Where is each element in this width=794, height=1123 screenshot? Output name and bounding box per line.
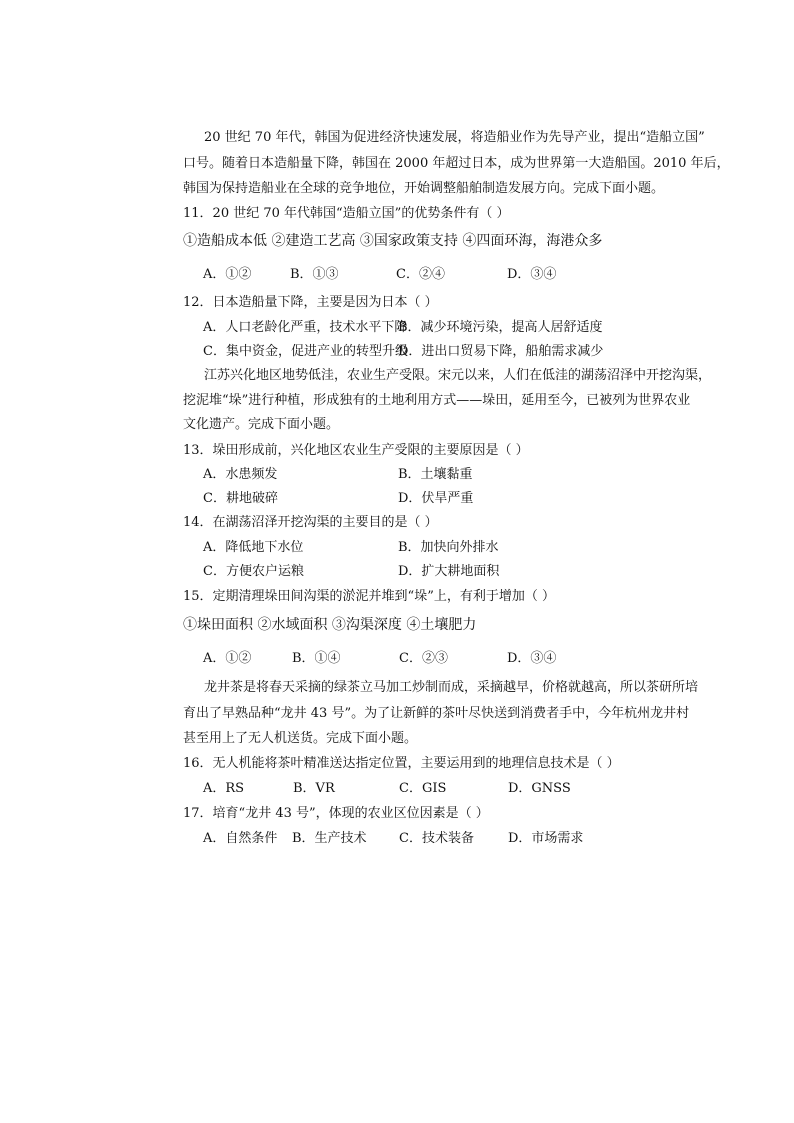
question-12-stem: 12．日本造船量下降，主要是因为日本（ ）: [183, 295, 438, 310]
passage-1-line-2: 口号。随着日本造船量下降，韩国在 2000 年超过日本，成为世界第一大造船国。2010 年后，: [183, 156, 730, 171]
option-a[interactable]: A．人口老龄化严重，技术水平下降: [203, 320, 408, 335]
option-c[interactable]: C．技术装备: [399, 831, 474, 846]
option-b[interactable]: B．加快向外排水: [398, 540, 499, 555]
option-d[interactable]: D．GNSS: [508, 781, 571, 796]
option-b[interactable]: B．VR: [293, 781, 335, 796]
option-a[interactable]: A．水患频发: [203, 467, 278, 482]
option-b[interactable]: B．①④: [292, 651, 341, 666]
passage-2-line-3: 文化遗产。完成下面小题。: [183, 417, 340, 432]
passage-3-line-2: 育出了早熟品种“龙井 43 号”。为了让新鲜的茶叶尽快送到消费者手中，今年杭州龙井村: [183, 706, 690, 721]
option-c[interactable]: C．耕地破碎: [203, 491, 278, 506]
option-b[interactable]: B．生产技术: [292, 831, 367, 846]
question-15-stem: 15．定期清理垛田间沟渠的淤泥并堆到“垛”上，有利于增加（ ）: [183, 589, 555, 604]
question-11-statements: ①造船成本低 ②建造工艺高 ③国家政策支持 ④四面环海，海港众多: [183, 233, 603, 249]
option-d[interactable]: D．市场需求: [508, 831, 584, 846]
passage-1-line-1: 20 世纪 70 年代，韩国为促进经济快速发展，将造船业作为先导产业，提出“造船立国”: [204, 130, 705, 145]
question-17-stem: 17．培育“龙井 43 号”，体现的农业区位因素是（ ）: [183, 806, 489, 821]
option-d[interactable]: D．③④: [507, 651, 557, 666]
question-15-statements: ①垛田面积 ②水域面积 ③沟渠深度 ④土壤肥力: [183, 617, 477, 633]
passage-2-line-2: 挖泥堆“垛”进行种植，形成独有的土地利用方式——垛田，延用至今，已被列为世界农业: [183, 393, 691, 408]
passage-1-line-3: 韩国为保持造船业在全球的竞争地位，开始调整船舶制造发展方向。完成下面小题。: [183, 181, 665, 196]
option-b[interactable]: B．土壤黏重: [398, 467, 473, 482]
question-16-stem: 16．无人机能将茶叶精准送达指定位置，主要运用到的地理信息技术是（ ）: [183, 756, 620, 771]
option-c[interactable]: C．②④: [396, 267, 445, 282]
option-c[interactable]: C．GIS: [399, 781, 447, 796]
passage-3-line-3: 甚至用上了无人机送货。完成下面小题。: [183, 731, 418, 746]
option-d[interactable]: D．③④: [507, 267, 557, 282]
option-a[interactable]: A．降低地下水位: [203, 540, 304, 555]
option-b[interactable]: B．①③: [290, 267, 339, 282]
passage-2-line-1: 江苏兴化地区地势低洼，农业生产受限。宋元以来，人们在低洼的湖荡沼泽中开挖沟渠，: [204, 368, 712, 383]
option-a[interactable]: A．①②: [203, 651, 252, 666]
option-a[interactable]: A．RS: [203, 781, 245, 796]
passage-3-line-1: 龙井茶是将春天采摘的绿茶立马加工炒制而成，采摘越早，价格就越高，所以茶研所培: [204, 680, 699, 695]
option-c[interactable]: C．集中资金，促进产业的转型升级: [203, 344, 408, 359]
option-b[interactable]: B．减少环境污染，提高人居舒适度: [398, 320, 603, 335]
question-11-stem: 11．20 世纪 70 年代韩国“造船立国”的优势条件有（ ）: [183, 206, 510, 221]
question-13-stem: 13．垛田形成前，兴化地区农业生产受限的主要原因是（ ）: [183, 443, 529, 458]
option-a[interactable]: A．①②: [203, 267, 252, 282]
option-d[interactable]: D．扩大耕地面积: [398, 564, 500, 579]
option-d[interactable]: D．伏旱严重: [398, 491, 474, 506]
option-c[interactable]: C．②③: [399, 651, 448, 666]
option-a[interactable]: A．自然条件: [203, 831, 278, 846]
option-d[interactable]: D．进出口贸易下降，船舶需求减少: [398, 344, 604, 359]
question-14-stem: 14．在湖荡沼泽开挖沟渠的主要目的是（ ）: [183, 515, 438, 530]
option-c[interactable]: C．方便农户运粮: [203, 564, 304, 579]
